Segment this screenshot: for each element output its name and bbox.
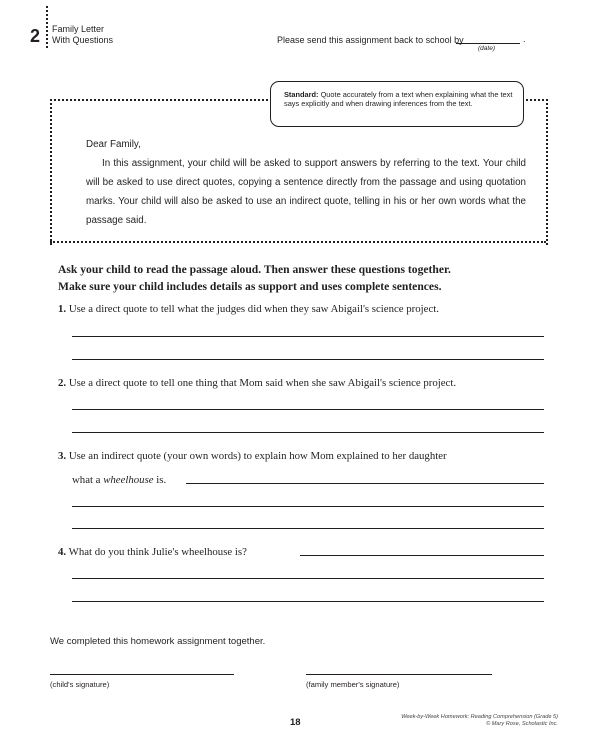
answer-line[interactable] [72,506,544,507]
question-text: What do you think Julie's wheelhouse is? [68,546,247,558]
family-signature-label: (family member's signature) [306,680,400,689]
credit-line-2: © Mary Rose, Scholastic Inc. [486,721,558,728]
question-2 [58,376,578,390]
credit-line-1: Week-by-Week Homework: Reading Comprehension (Grade 5) [401,714,558,720]
question-text: Use an indirect quote (your own words) to explain how Mom explained to her daughter [68,450,447,462]
answer-line[interactable] [72,409,544,410]
unit-number: 2 [30,26,41,46]
instructions [58,262,558,295]
unit-label-line1: Family Letter [52,24,105,34]
instructions-line2: Make sure your child includes details as support and uses complete sentences. [58,279,442,293]
answer-line[interactable] [72,578,544,579]
send-back-period: . [523,34,526,44]
question-3 [58,449,578,463]
question-text: Use a direct quote to tell what the judges did when they saw Abigail's science project. [68,303,439,315]
credits [388,714,558,728]
child-signature-line[interactable] [50,674,234,675]
question-number: 3. [58,450,67,462]
date-write-line[interactable] [456,43,520,44]
send-back-text: Please send this assignment back to school by [277,35,464,45]
date-label: (date) [478,45,495,52]
answer-line[interactable] [300,555,544,556]
answer-line[interactable] [72,528,544,529]
question-1 [58,302,558,316]
standard-label: Standard: [284,90,319,99]
question-text-continued: what a [72,474,101,486]
standard-callout [270,81,524,127]
question-number: 1. [58,303,67,315]
unit-label [52,24,113,46]
question-4 [58,545,247,559]
instructions-line1: Ask your child to read the passage aloud. Then answer these questions together. [58,263,451,276]
question-number: 2. [58,377,67,389]
child-signature-label: (child's signature) [50,680,110,689]
question-text-end: is. [156,474,167,486]
answer-line[interactable] [186,483,544,484]
header-dotted-divider [46,6,48,48]
letter-greeting: Dear Family, [86,139,141,150]
question-3-line2 [72,473,166,487]
answer-line[interactable] [72,336,544,337]
answer-line[interactable] [72,432,544,433]
question-number: 4. [58,546,67,558]
family-letter [86,135,526,230]
question-text: Use a direct quote to tell one thing that Mom said when she saw Abigail's science project. [68,377,457,389]
page-number: 18 [290,717,301,728]
completed-statement: We completed this homework assignment together. [50,636,266,647]
question-italic-term: wheelhouse [103,474,154,486]
letter-box-bottom-border [50,241,546,243]
family-signature-line[interactable] [306,674,492,675]
letter-body: In this assignment, your child will be asked to support answers by referring to the text. Your child will be asked to use direct quotes, copying a sentence directly from the passage and using quotation marks. Your child will also be asked to use an indirect quote, telling in his or her own words what the passage said. [86,158,526,226]
standard-text: Quote accurately from a text when explaining what the text says explicitly and when drawing inferences from the text. [284,90,513,109]
answer-line[interactable] [72,601,544,602]
answer-line[interactable] [72,359,544,360]
unit-label-line2: With Questions [52,35,114,45]
